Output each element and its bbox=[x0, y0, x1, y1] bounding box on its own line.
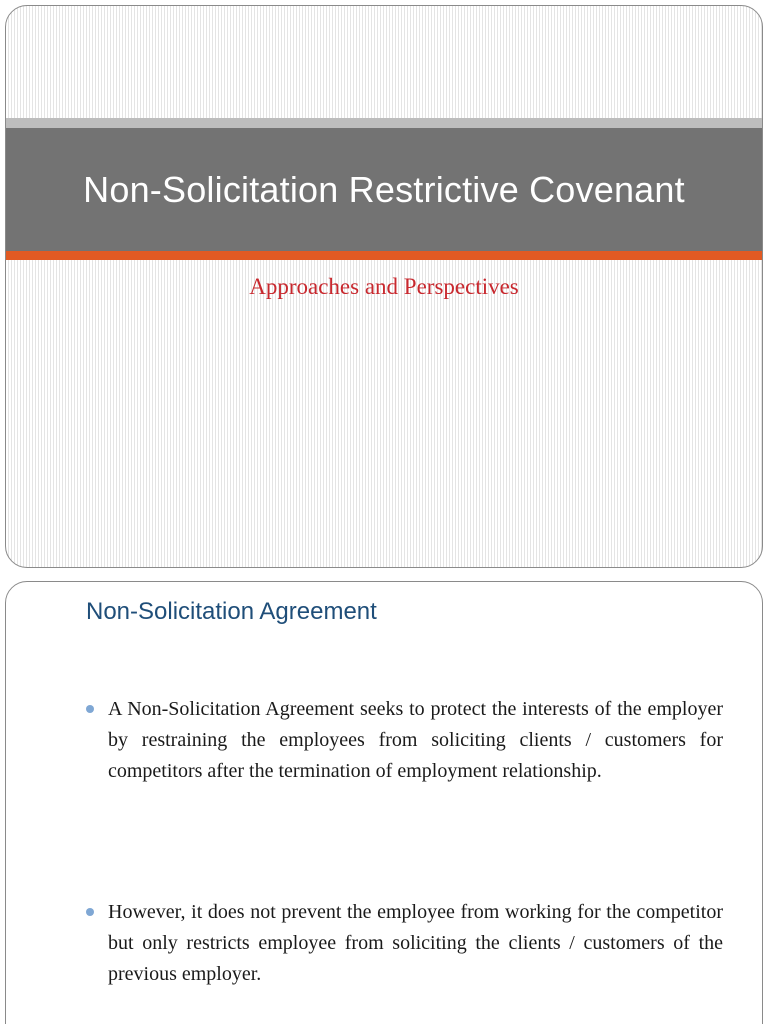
content-slide bbox=[5, 581, 763, 1024]
title-top-strip bbox=[6, 118, 762, 128]
bullet-text: A Non-Solicitation Agreement seeks to protect the interests of the employer by restraining the employees from soliciting clients / customers for competitors after the termination of employment relationship. bbox=[108, 698, 723, 782]
content-heading: Non-Solicitation Agreement bbox=[86, 598, 377, 625]
bullet-item bbox=[86, 897, 723, 990]
bullet-item bbox=[86, 694, 723, 787]
slide-subtitle: Approaches and Perspectives bbox=[249, 274, 519, 299]
title-slide bbox=[5, 5, 763, 568]
slide-title: Non-Solicitation Restrictive Covenant bbox=[83, 168, 685, 210]
bullet-text: However, it does not prevent the employee from working for the competitor but only restricts employee from soliciting the clients / customers of the previous employer. bbox=[108, 901, 723, 985]
title-accent-bar bbox=[6, 251, 762, 260]
bullet-dot-icon bbox=[86, 705, 94, 713]
title-band bbox=[6, 128, 762, 251]
bullet-dot-icon bbox=[86, 908, 94, 916]
